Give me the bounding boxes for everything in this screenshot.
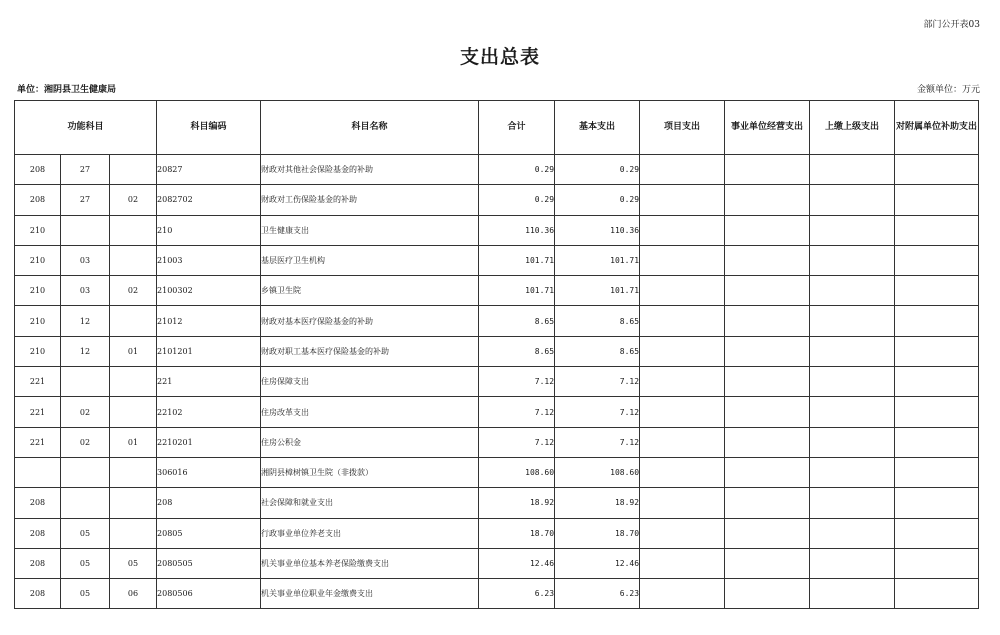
cell-project: [640, 548, 725, 578]
cell-upper: [810, 155, 895, 185]
table-row: [15, 579, 979, 609]
cell-subsidy: [895, 336, 979, 366]
cell-total: 18.70: [479, 518, 555, 548]
page-title: 支出总表: [459, 46, 540, 68]
cell-item: 03: [61, 276, 110, 306]
cell-subject-name: 机关事业单位基本养老保险缴费支出: [261, 548, 479, 578]
cell-basic: 7.12: [555, 397, 640, 427]
cell-item: 05: [61, 548, 110, 578]
cell-subject-name: 住房保障支出: [261, 367, 479, 397]
cell-subject-code: 21012: [157, 306, 261, 336]
cell-total: 0.29: [479, 155, 555, 185]
cell-item: [61, 215, 110, 245]
header-total: 合计: [479, 101, 555, 155]
cell-subject-name: 湘阴县樟树镇卫生院（非拨款）: [261, 457, 479, 487]
cell-subject-code: 22102: [157, 397, 261, 427]
cell-subitem: [110, 215, 157, 245]
cell-subject-name: 基层医疗卫生机构: [261, 245, 479, 275]
cell-item: 03: [61, 245, 110, 275]
cell-subitem: [110, 245, 157, 275]
cell-total: 7.12: [479, 427, 555, 457]
unit-label: 单位：湘阴县卫生健康局: [17, 85, 117, 95]
cell-business: [725, 548, 810, 578]
cell-subitem: 02: [110, 276, 157, 306]
cell-subject-name: 社会保障和就业支出: [261, 488, 479, 518]
cell-business: [725, 276, 810, 306]
cell-total: 6.23: [479, 579, 555, 609]
cell-item: 12: [61, 336, 110, 366]
table-row: [15, 367, 979, 397]
cell-project: [640, 579, 725, 609]
cell-item: 05: [61, 579, 110, 609]
cell-subject-code: 221: [157, 367, 261, 397]
cell-subsidy: [895, 397, 979, 427]
cell-item: [61, 457, 110, 487]
cell-basic: 0.29: [555, 185, 640, 215]
cell-project: [640, 215, 725, 245]
cell-item: 27: [61, 185, 110, 215]
cell-subject-name: 乡镇卫生院: [261, 276, 479, 306]
cell-subject-code: 21003: [157, 245, 261, 275]
table-row: [15, 155, 979, 185]
cell-basic: 7.12: [555, 427, 640, 457]
cell-basic: 110.36: [555, 215, 640, 245]
cell-project: [640, 306, 725, 336]
cell-subsidy: [895, 518, 979, 548]
cell-subsidy: [895, 579, 979, 609]
cell-upper: [810, 367, 895, 397]
cell-category: 210: [15, 245, 61, 275]
cell-subitem: [110, 306, 157, 336]
table-row: [15, 427, 979, 457]
cell-business: [725, 397, 810, 427]
cell-total: 110.36: [479, 215, 555, 245]
cell-category: 210: [15, 215, 61, 245]
cell-subitem: [110, 518, 157, 548]
cell-subject-name: 行政事业单位养老支出: [261, 518, 479, 548]
table-row: [15, 306, 979, 336]
cell-subitem: 05: [110, 548, 157, 578]
expenditure-table: [14, 100, 979, 609]
cell-subject-name: 住房改革支出: [261, 397, 479, 427]
header-basic: 基本支出: [555, 101, 640, 155]
cell-basic: 101.71: [555, 245, 640, 275]
cell-upper: [810, 276, 895, 306]
cell-basic: 18.70: [555, 518, 640, 548]
cell-subject-code: 2082702: [157, 185, 261, 215]
amount-unit-label: 金额单位：万元: [916, 85, 980, 95]
cell-category: 210: [15, 336, 61, 366]
cell-subsidy: [895, 306, 979, 336]
cell-subsidy: [895, 488, 979, 518]
cell-subject-name: 财政对职工基本医疗保险基金的补助: [261, 336, 479, 366]
cell-project: [640, 488, 725, 518]
cell-basic: 0.29: [555, 155, 640, 185]
cell-basic: 108.60: [555, 457, 640, 487]
cell-basic: 12.46: [555, 548, 640, 578]
cell-subject-name: 机关事业单位职业年金缴费支出: [261, 579, 479, 609]
table-row: [15, 488, 979, 518]
table-row: [15, 518, 979, 548]
cell-category: 208: [15, 518, 61, 548]
cell-subitem: [110, 367, 157, 397]
cell-upper: [810, 518, 895, 548]
table-row: [15, 276, 979, 306]
header-subject-code: 科目编码: [157, 101, 261, 155]
cell-subsidy: [895, 276, 979, 306]
cell-subitem: [110, 397, 157, 427]
cell-business: [725, 155, 810, 185]
cell-subitem: [110, 155, 157, 185]
table-row: [15, 215, 979, 245]
form-code: 部门公开表03: [923, 20, 980, 30]
cell-upper: [810, 457, 895, 487]
cell-total: 12.46: [479, 548, 555, 578]
table-row: [15, 336, 979, 366]
cell-subject-code: 20805: [157, 518, 261, 548]
cell-basic: 8.65: [555, 336, 640, 366]
cell-total: 8.65: [479, 336, 555, 366]
cell-item: 02: [61, 427, 110, 457]
cell-upper: [810, 306, 895, 336]
cell-total: 101.71: [479, 245, 555, 275]
cell-upper: [810, 488, 895, 518]
cell-subitem: 01: [110, 427, 157, 457]
cell-item: 12: [61, 306, 110, 336]
header-upper: 上缴上级支出: [810, 101, 895, 155]
cell-project: [640, 457, 725, 487]
cell-category: 221: [15, 397, 61, 427]
header-project: 项目支出: [640, 101, 725, 155]
cell-upper: [810, 185, 895, 215]
cell-basic: 18.92: [555, 488, 640, 518]
cell-total: 7.12: [479, 367, 555, 397]
cell-project: [640, 397, 725, 427]
header-subject-name: 科目名称: [261, 101, 479, 155]
cell-project: [640, 155, 725, 185]
header-business: 事业单位经营支出: [725, 101, 810, 155]
cell-subject-code: 306016: [157, 457, 261, 487]
cell-business: [725, 488, 810, 518]
cell-subject-name: 财政对其他社会保险基金的补助: [261, 155, 479, 185]
cell-subsidy: [895, 155, 979, 185]
cell-subsidy: [895, 457, 979, 487]
cell-subject-name: 卫生健康支出: [261, 215, 479, 245]
cell-total: 0.29: [479, 185, 555, 215]
cell-business: [725, 245, 810, 275]
cell-basic: 7.12: [555, 367, 640, 397]
cell-business: [725, 367, 810, 397]
cell-item: 27: [61, 155, 110, 185]
cell-business: [725, 427, 810, 457]
cell-category: [15, 457, 61, 487]
cell-business: [725, 518, 810, 548]
cell-business: [725, 185, 810, 215]
cell-category: 210: [15, 276, 61, 306]
cell-business: [725, 306, 810, 336]
table-header-row: [15, 101, 979, 155]
cell-total: 108.60: [479, 457, 555, 487]
cell-item: [61, 367, 110, 397]
cell-subject-code: 2210201: [157, 427, 261, 457]
cell-subsidy: [895, 367, 979, 397]
cell-item: 05: [61, 518, 110, 548]
cell-subject-code: 2080505: [157, 548, 261, 578]
cell-business: [725, 457, 810, 487]
cell-item: 02: [61, 397, 110, 427]
cell-category: 208: [15, 185, 61, 215]
cell-subject-code: 208: [157, 488, 261, 518]
cell-upper: [810, 427, 895, 457]
cell-project: [640, 245, 725, 275]
cell-upper: [810, 336, 895, 366]
cell-subject-name: 财政对基本医疗保险基金的补助: [261, 306, 479, 336]
cell-project: [640, 276, 725, 306]
table-row: [15, 397, 979, 427]
cell-category: 221: [15, 367, 61, 397]
cell-total: 8.65: [479, 306, 555, 336]
cell-category: 210: [15, 306, 61, 336]
cell-subject-name: 财政对工伤保险基金的补助: [261, 185, 479, 215]
cell-total: 101.71: [479, 276, 555, 306]
cell-subitem: [110, 457, 157, 487]
cell-upper: [810, 245, 895, 275]
cell-subject-code: 20827: [157, 155, 261, 185]
cell-subitem: [110, 488, 157, 518]
header-subsidy: 对附属单位补助支出: [895, 101, 979, 155]
cell-subsidy: [895, 245, 979, 275]
cell-basic: 8.65: [555, 306, 640, 336]
table-row: [15, 245, 979, 275]
cell-category: 221: [15, 427, 61, 457]
cell-total: 7.12: [479, 397, 555, 427]
cell-business: [725, 336, 810, 366]
table-row: [15, 457, 979, 487]
cell-subject-code: 2101201: [157, 336, 261, 366]
cell-category: 208: [15, 579, 61, 609]
cell-subitem: 06: [110, 579, 157, 609]
cell-category: 208: [15, 488, 61, 518]
cell-subsidy: [895, 185, 979, 215]
cell-business: [725, 579, 810, 609]
cell-project: [640, 427, 725, 457]
cell-subsidy: [895, 548, 979, 578]
cell-category: 208: [15, 155, 61, 185]
cell-subject-code: 2080506: [157, 579, 261, 609]
cell-basic: 6.23: [555, 579, 640, 609]
cell-upper: [810, 397, 895, 427]
cell-upper: [810, 548, 895, 578]
cell-item: [61, 488, 110, 518]
cell-subject-code: 210: [157, 215, 261, 245]
cell-basic: 101.71: [555, 276, 640, 306]
cell-project: [640, 185, 725, 215]
table-row: [15, 185, 979, 215]
cell-subsidy: [895, 215, 979, 245]
cell-subitem: 01: [110, 336, 157, 366]
header-function-subject: 功能科目: [15, 101, 157, 155]
table-row: [15, 548, 979, 578]
cell-upper: [810, 579, 895, 609]
cell-subitem: 02: [110, 185, 157, 215]
cell-total: 18.92: [479, 488, 555, 518]
cell-subsidy: [895, 427, 979, 457]
cell-upper: [810, 215, 895, 245]
cell-subject-name: 住房公积金: [261, 427, 479, 457]
cell-project: [640, 518, 725, 548]
cell-project: [640, 336, 725, 366]
cell-subject-code: 2100302: [157, 276, 261, 306]
cell-project: [640, 367, 725, 397]
cell-category: 208: [15, 548, 61, 578]
cell-business: [725, 215, 810, 245]
table-body: [15, 155, 979, 609]
